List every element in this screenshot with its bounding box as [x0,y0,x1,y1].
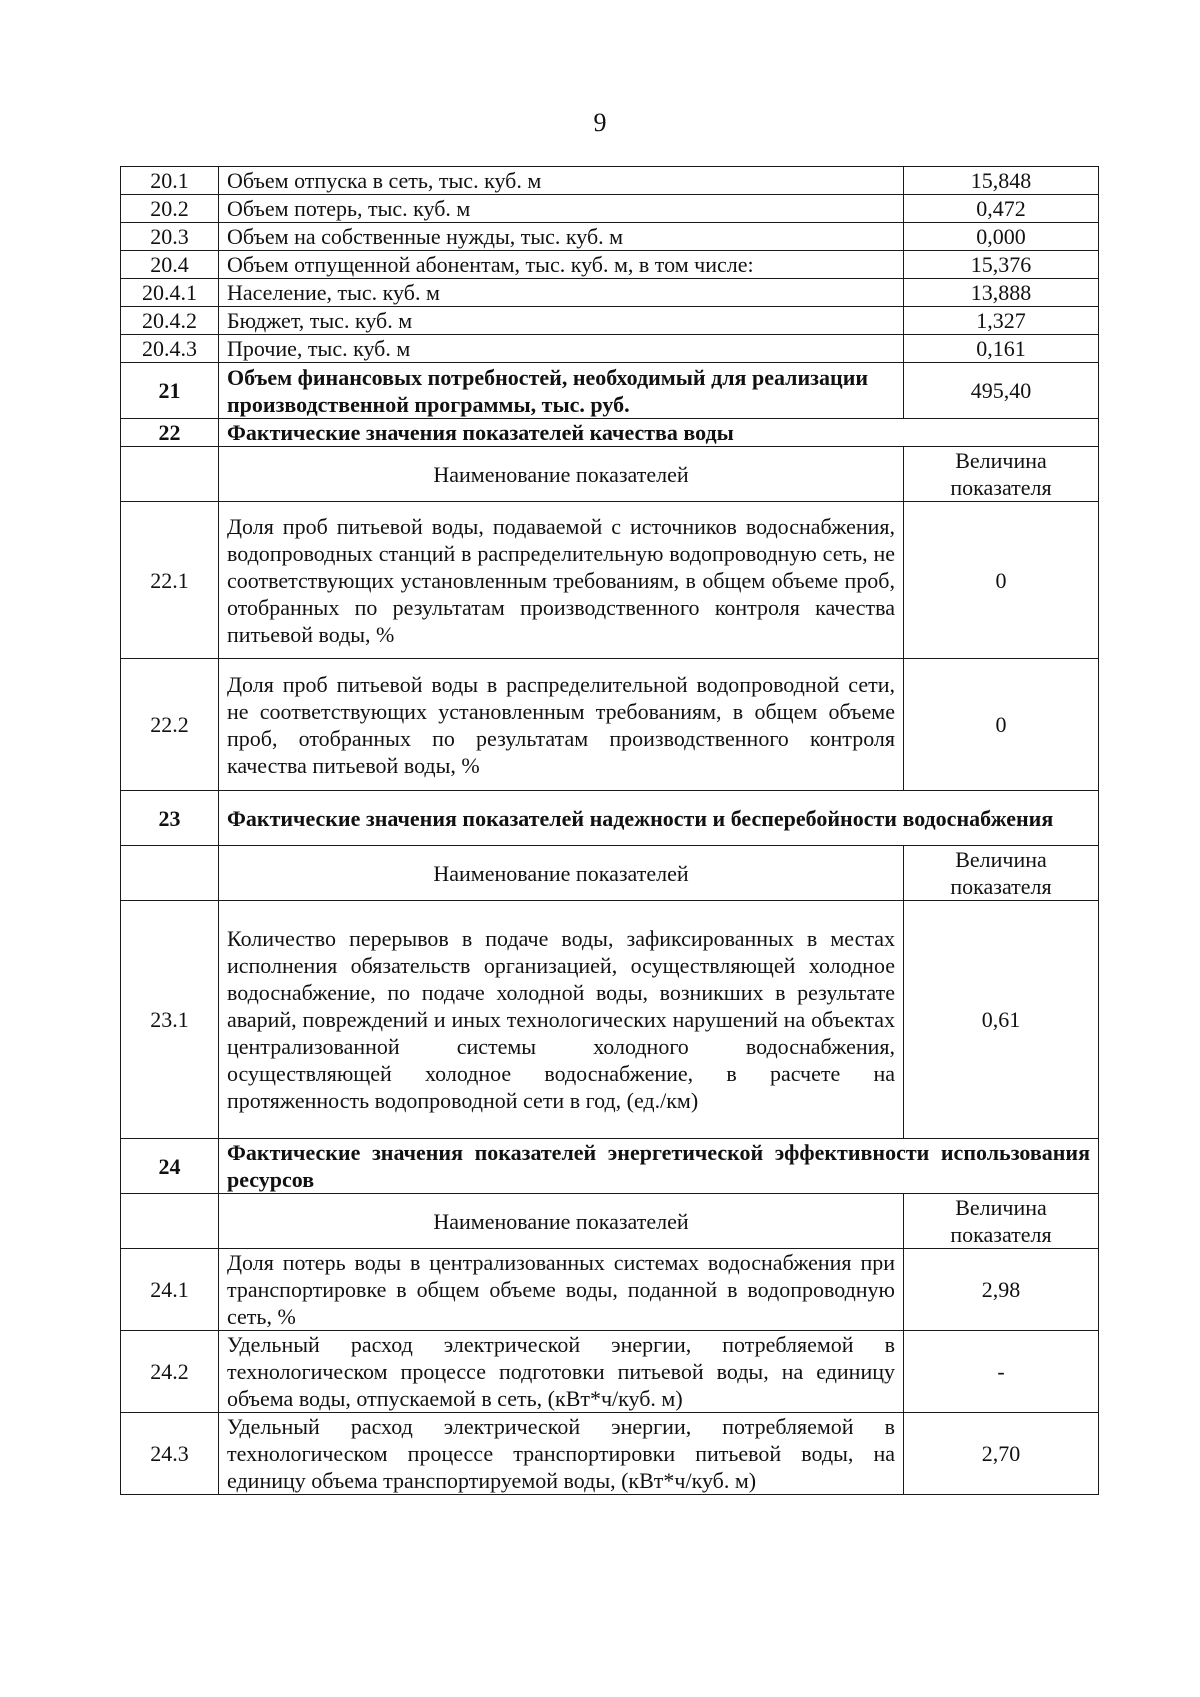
table-row [121,223,1099,251]
section-22-title-row [121,419,1099,447]
header-name: Наименование показателей [219,846,904,901]
row-label: Население, тыс. куб. м [219,279,904,307]
section-22-header-row [121,447,1099,502]
table-row [121,901,1099,1139]
row-label: Бюджет, тыс. куб. м [219,307,904,335]
row-value: 0,000 [904,223,1099,251]
row-number: 24.3 [121,1413,219,1495]
row-value: 0,472 [904,195,1099,223]
row-value: 0,61 [904,901,1099,1139]
section-title: Фактические значения показателей качества воды [219,419,1099,447]
table-row [121,195,1099,223]
row-number: 20.4.3 [121,335,219,363]
row-label: Доля проб питьевой воды, подаваемой с источников водоснабжения, водопроводных станций в распределительную водопроводную сеть, не соответствующих установленным требованиям, в общем объеме проб, отобранных по результатам производственного контроля качества питьевой воды, % [219,502,904,659]
table-row [121,167,1099,195]
row-label: Объем отпущенной абонентам, тыс. куб. м, в том числе: [219,251,904,279]
row-label: Удельный расход электрической энергии, потребляемой в технологическом процессе подготовки питьевой воды, на единицу объема воды, отпускаемой в сеть, (кВт*ч/куб. м) [219,1331,904,1413]
row-label: Доля проб питьевой воды в распределительной водопроводной сети, не соответствующих установленным требованиям, в общем объеме проб, отобранных по результатам производственного контроля качества питьевой воды, % [219,659,904,791]
row-number: 21 [121,363,219,419]
table-row [121,1249,1099,1331]
section-24-header-row [121,1194,1099,1249]
page-number: 9 [593,108,607,137]
header-name: Наименование показателей [219,447,904,502]
row-label: Доля потерь воды в централизованных системах водоснабжения при транспортировке в общем объеме воды, поданной в водопроводную сеть, % [219,1249,904,1331]
table-row [121,335,1099,363]
row-number: 20.4 [121,251,219,279]
row-value: 2,70 [904,1413,1099,1495]
row-number: 20.3 [121,223,219,251]
empty-cell [121,846,219,901]
row-number: 22.2 [121,659,219,791]
empty-cell [121,1194,219,1249]
row-value: 15,848 [904,167,1099,195]
row-value: 2,98 [904,1249,1099,1331]
section-23-title-row [121,791,1099,846]
row-number: 23.1 [121,901,219,1139]
row-number: 20.4.2 [121,307,219,335]
row-number: 20.4.1 [121,279,219,307]
row-value: 0,161 [904,335,1099,363]
header-value: Величина показателя [904,846,1099,901]
row-label: Удельный расход электрической энергии, потребляемой в технологическом процессе транспортировки питьевой воды, на единицу объема транспортируемой воды, (кВт*ч/куб. м) [219,1413,904,1495]
row-label: Объем отпуска в сеть, тыс. куб. м [219,167,904,195]
section-24-title-row [121,1139,1099,1194]
row-number: 22.1 [121,502,219,659]
section-title: Фактические значения показателей надежности и бесперебойности водоснабжения [219,791,1099,846]
row-value: 0 [904,659,1099,791]
row-label: Объем финансовых потребностей, необходимый для реализации производственной программы, тыс. руб. [219,363,904,419]
header-value: Величина показателя [904,447,1099,502]
indicators-table [120,166,1099,1495]
row-value: - [904,1331,1099,1413]
row-value: 495,40 [904,363,1099,419]
section-23-header-row [121,846,1099,901]
section-number: 23 [121,791,219,846]
row-value: 13,888 [904,279,1099,307]
row-number: 20.1 [121,167,219,195]
row-label: Объем на собственные нужды, тыс. куб. м [219,223,904,251]
header-value: Величина показателя [904,1194,1099,1249]
row-number: 24.2 [121,1331,219,1413]
empty-cell [121,447,219,502]
row-label: Прочие, тыс. куб. м [219,335,904,363]
row-value: 1,327 [904,307,1099,335]
table-row-21 [121,363,1099,419]
row-number: 20.2 [121,195,219,223]
row-value: 15,376 [904,251,1099,279]
section-number: 22 [121,419,219,447]
row-number: 24.1 [121,1249,219,1331]
section-number: 24 [121,1139,219,1194]
table-row [121,279,1099,307]
table-row [121,1413,1099,1495]
section-title: Фактические значения показателей энергетической эффективности использования ресурсов [219,1139,1099,1194]
table-row [121,502,1099,659]
header-name: Наименование показателей [219,1194,904,1249]
table-row [121,307,1099,335]
table-row [121,251,1099,279]
table-row [121,1331,1099,1413]
row-label: Количество перерывов в подаче воды, зафиксированных в местах исполнения обязательств организацией, осуществляющей холодное водоснабжение, по подаче холодной воды, возникших в результате аварий, повреждений и иных технологических нарушений на объектах централизованной системы холодного водоснабжения, осуществляющей холодное водоснабжение, в расчете на протяженность водопроводной сети в год, (ед./км) [219,901,904,1139]
table-row [121,659,1099,791]
row-value: 0 [904,502,1099,659]
row-label: Объем потерь, тыс. куб. м [219,195,904,223]
